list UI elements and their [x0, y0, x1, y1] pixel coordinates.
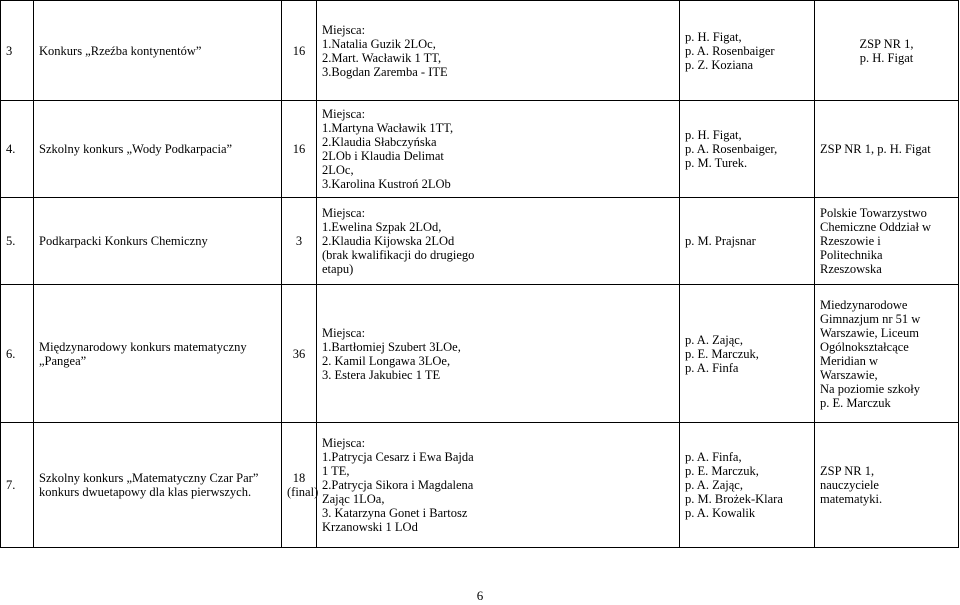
contest-name-cell: [34, 101, 282, 198]
teacher-line: p. A. Finfa,: [685, 450, 742, 464]
organizer-line: Politechnika: [820, 248, 883, 262]
contest-name-cell: [34, 285, 282, 423]
row-number-cell: [1, 101, 34, 198]
row-number: 7.: [6, 478, 16, 492]
organizer-line: p. E. Marczuk: [820, 395, 891, 410]
organizer-line: Meridian w: [820, 353, 878, 368]
results-line: Zając 1LOa,: [322, 492, 385, 506]
teachers-cell: [680, 198, 815, 285]
participants-count: 36: [292, 346, 306, 361]
organizer-line: Warszawie, Liceum: [820, 325, 919, 340]
results-line: 1.Patrycja Cesarz i Ewa Bajda: [322, 450, 474, 464]
table-row: [1, 285, 959, 423]
organizer-line: Warszawie,: [820, 367, 878, 382]
row-number: 3: [6, 43, 13, 58]
organizer-line: Chemiczne Oddział w: [820, 220, 932, 234]
teacher-line: p. E. Marczuk,: [685, 464, 759, 478]
teachers-cell: [680, 101, 815, 198]
row-number: 4.: [6, 142, 16, 156]
teacher-line: p. H. Figat,: [685, 29, 742, 44]
teacher-line: p. M. Prajsnar: [685, 234, 756, 248]
results-line: 2LOc,: [322, 163, 354, 177]
table-row: [1, 1, 959, 101]
teacher-line: p. M. Brożek-Klara: [685, 492, 783, 506]
organizer-line: Miedzynarodowe: [820, 297, 908, 312]
participants-cell: [282, 285, 317, 423]
contest-name-cell: [34, 198, 282, 285]
results-line: 2. Kamil Longawa 3LOe,: [322, 353, 451, 368]
organizer-line: Rzeszowska: [820, 262, 882, 276]
results-line: 1.Natalia Guzik 2LOc,: [322, 36, 436, 51]
results-cell: [317, 285, 680, 423]
row-number-cell: [1, 198, 34, 285]
participants-count: 16: [292, 43, 306, 58]
contest-name: Podkarpacki Konkurs Chemiczny: [39, 234, 208, 248]
contest-name: Międzynarodowy konkurs matematyczny „Pangea”: [39, 339, 247, 368]
results-line: Miejsca:: [322, 22, 366, 37]
organizer-cell: [815, 101, 959, 198]
results-line: Miejsca:: [322, 107, 366, 121]
contest-name-cell: [34, 423, 282, 548]
teacher-line: p. A. Rosenbaiger,: [685, 142, 778, 156]
row-number-cell: [1, 285, 34, 423]
organizer-line: ZSP NR 1,: [859, 36, 914, 51]
page-number: 6: [476, 588, 484, 603]
row-number-cell: [1, 423, 34, 548]
participants-cell: [282, 1, 317, 101]
results-line: 2.Klaudia Słabczyńska: [322, 135, 437, 149]
participants-cell: [282, 198, 317, 285]
teacher-line: p. H. Figat,: [685, 128, 742, 142]
results-line: 3.Karolina Kustroń 2LOb: [322, 177, 451, 191]
results-cell: [317, 101, 680, 198]
organizer-line: Na poziomie szkoły: [820, 381, 920, 396]
results-line: 3. Estera Jakubiec 1 TE: [322, 367, 441, 382]
organizer-line: ZSP NR 1,: [820, 464, 875, 478]
organizer-line: nauczyciele: [820, 478, 879, 492]
row-number: 5.: [6, 234, 16, 248]
results-cell: [317, 1, 680, 101]
teacher-line: p. A. Zając,: [685, 332, 743, 347]
participants-count: 3: [295, 234, 303, 248]
results-line: 2.Mart. Wacławik 1 TT,: [322, 50, 442, 65]
organizer-line: Polskie Towarzystwo: [820, 206, 927, 220]
results-cell: [317, 423, 680, 548]
participants-cell: [282, 101, 317, 198]
results-line: 1.Bartłomiej Szubert 3LOe,: [322, 339, 461, 354]
contest-name-cell: [34, 1, 282, 101]
organizer-cell: [815, 285, 959, 423]
results-line: 1 TE,: [322, 464, 350, 478]
table-row: [1, 423, 959, 548]
results-line: 3. Katarzyna Gonet i Bartosz: [322, 506, 468, 520]
results-line: 2.Patrycja Sikora i Magdalena: [322, 478, 474, 492]
organizer-line: ZSP NR 1, p. H. Figat: [820, 142, 931, 156]
results-line: 2.Klaudia Kijowska 2LOd: [322, 234, 455, 248]
organizer-line: Rzeszowie i: [820, 234, 881, 248]
participants-cell: [282, 423, 317, 548]
results-line: 1.Ewelina Szpak 2LOd,: [322, 220, 442, 234]
results-cell: [317, 198, 680, 285]
organizer-cell: [815, 1, 959, 101]
contest-name: Konkurs „Rzeźba kontynentów”: [39, 43, 202, 58]
table-row: [1, 198, 959, 285]
participants-note: (final): [287, 485, 319, 499]
teacher-line: p. A. Finfa: [685, 360, 739, 375]
results-line: 1.Martyna Wacławik 1TT,: [322, 121, 454, 135]
contest-name: Szkolny konkurs „Matematyczny Czar Par” konkurs dwuetapowy dla klas pierwszych.: [39, 471, 259, 499]
teacher-line: p. A. Rosenbaiger: [685, 43, 775, 58]
row-number-cell: [1, 1, 34, 101]
teacher-line: p. Z. Koziana: [685, 57, 754, 72]
contest-name: Szkolny konkurs „Wody Podkarpacia”: [39, 142, 233, 156]
results-line: Krzanowski 1 LOd: [322, 520, 418, 534]
results-line: etapu): [322, 262, 354, 276]
results-line: 3.Bogdan Zaremba - ITE: [322, 64, 448, 79]
results-line: Miejsca:: [322, 325, 366, 340]
organizer-cell: [815, 198, 959, 285]
teacher-line: p. E. Marczuk,: [685, 346, 759, 361]
organizer-line: p. H. Figat: [859, 50, 914, 65]
results-line: Miejsca:: [322, 206, 366, 220]
teachers-cell: [680, 423, 815, 548]
organizer-line: Gimnazjum nr 51 w: [820, 311, 921, 326]
organizer-cell: [815, 423, 959, 548]
participants-count: 16: [292, 142, 306, 156]
teacher-line: p. A. Zając,: [685, 478, 743, 492]
participants-count: 18: [292, 471, 306, 485]
teacher-line: p. A. Kowalik: [685, 506, 756, 520]
organizer-line: Ogólnokształcące: [820, 339, 909, 354]
row-number: 6.: [6, 346, 16, 361]
results-line: (brak kwalifikacji do drugiego: [322, 248, 475, 262]
table-row: [1, 101, 959, 198]
teachers-cell: [680, 1, 815, 101]
teachers-cell: [680, 285, 815, 423]
teacher-line: p. M. Turek.: [685, 156, 748, 170]
organizer-line: matematyki.: [820, 492, 883, 506]
results-line: 2LOb i Klaudia Delimat: [322, 149, 444, 163]
results-line: Miejsca:: [322, 436, 366, 450]
